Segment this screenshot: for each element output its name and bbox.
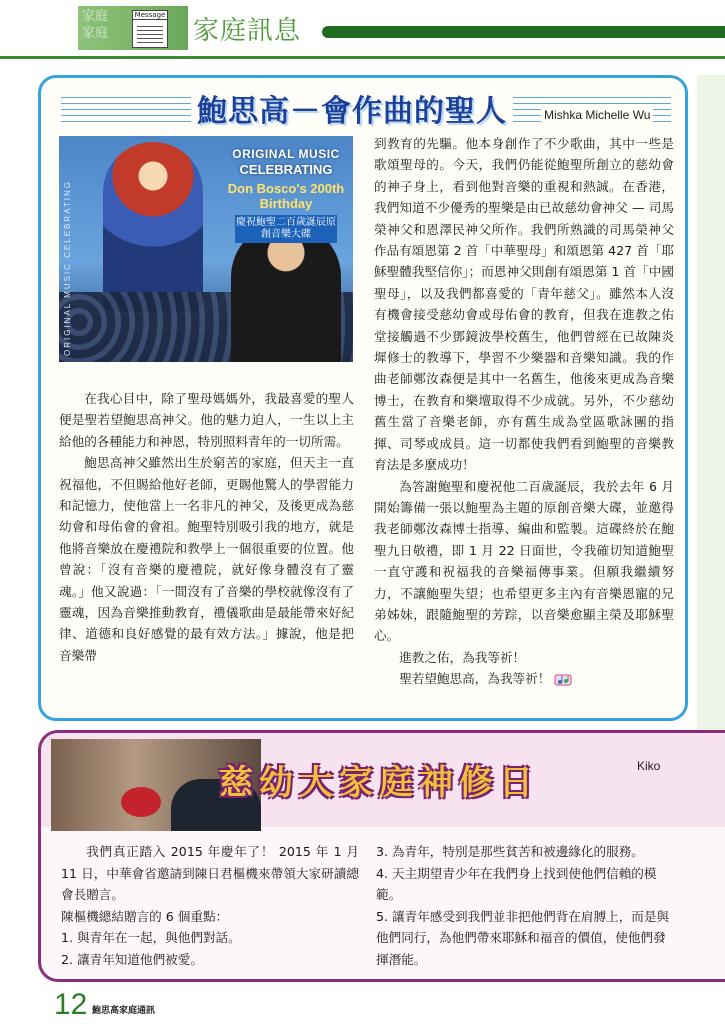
list-heading: 陳樞機總結贈言的 6 個重點： (61, 908, 229, 924)
paragraph-signoff: 聖若望鮑思高，為我等祈！ (374, 668, 674, 689)
paragraph: 為答謝鮑聖和慶祝他二百歲誕辰，我於去年 6 月開始籌備一張以鮑聖為主題的原創音樂大碟，並邀得我老師鄭汝森博士指導、編曲和監製。這碟終於在鮑聖九日敬禮，即 1 月 22 日面世，令我確切知道鮑聖一直守護和祝福我的音樂福傳事業。但願我繼續努力，不讓鮑聖失望；也希望更多主內有音樂恩寵的兄弟姊妹，跟隨鮑聖的芳踪，以音樂愈顯主榮及耶穌聖心。 (374, 478, 674, 644)
list-item: 5. 讓青年感受到我們並非把他們背在肩膊上，而是與他們同行，為他們帶來耶穌和福音的價值，使他們發揮潛能。 (376, 908, 670, 967)
list-item: 4. 天主期望青少年在我們身上找到使他們信賴的模範。 (376, 865, 657, 903)
article-retreat-day (38, 730, 725, 982)
paragraph: 進教之佑，為我等祈！ (399, 649, 526, 665)
article-column-right (374, 133, 674, 690)
article-column-left (61, 841, 359, 971)
article-title: 鮑思高－會作曲的聖人 (191, 86, 513, 130)
section-logo (78, 6, 188, 50)
page-header (0, 0, 725, 62)
section-title: 家庭訊息 (193, 16, 302, 46)
article-column-right (376, 841, 676, 971)
paragraph: 在我心目中，除了聖母媽媽外，我最喜愛的聖人便是聖若望鮑思高神父。他的魅力迫人，一生以上主給他的各種能力和神恩，特別照料青年的一切所需。 (59, 391, 354, 449)
paragraph: 到教育的先驅。他本身創作了不少歌曲，其中一些是歌頌聖母的。今天，我們仍能從鮑聖所創立的慈幼會的神子身上，看到他對音樂的重視和熱誠。在香港，我們知道不少優秀的聖樂是由已故慈幼會神父 — 司馬榮神父和恩澤民神父所作。我們所熟識的司馬榮神父作品有頌恩第 2 首「中華聖母」和頌恩第 427 首「耶穌聖體我堅信你」；而恩神父則創有頌恩第 1 首「中國聖母」，以及我們都喜愛的「青年慈父」。雖然本人沒有機會接受慈幼會或母佑會的教育，但我在進教之佑堂接觸過不少鄧鏡波學校舊生，他們曾經在已故陳炎墀修士的教導下，學習不少樂器和音樂知識。我的作曲老師鄭汝森便是其中一名舊生，他後來更成為音樂博士，在教育和樂壇取得不少成就。另外，不少慈幼舊生當了音樂老師，亦有舊生成為堂區歌詠團的指揮、司琴或成員。這一切都使我們看到鮑聖的音樂教育法是多麼成功！ (374, 136, 674, 473)
list-item: 2. 讓青年知道他們被愛。 (61, 951, 203, 967)
logo-ghost-text: 家庭 家庭 (82, 9, 109, 41)
photo-vertical-text: ORIGINAL MUSIC CELEBRATING (63, 179, 72, 356)
list-item: 3. 為青年，特別是那些貧苦和被邊緣化的服務。 (376, 844, 644, 859)
madonna-statue (103, 142, 203, 312)
header-bar (322, 26, 725, 38)
article-author: Mishka Michelle Wu (541, 108, 653, 122)
article-column-left (59, 388, 354, 666)
message-board-icon (132, 10, 168, 48)
paragraph: 我們真正踏入 2015 年慶年了！ 2015 年 1 月 11 日，中華會省邀請到陳日君樞機來帶領大家研讀總會長贈言。 (61, 844, 359, 903)
header-rule (0, 56, 725, 59)
poinsettia (121, 787, 161, 817)
list-item: 1. 與青年在一起，與他們對話。 (61, 930, 241, 946)
paragraph: 鮑思高神父雖然出生於窮苦的家庭，但天主一直祝福他，不但賜給他好老師，更賜他驚人的學習能力和記憶力，使他當上一名非凡的神父，及後更成為慈幼會和母佑會的會祖。鮑聖特別吸引我的地方，就是他將音樂放在慶禮院和教學上一個很重要的位置。他曾說：「沒有音樂的慶禮院，就好像身體沒有了靈魂。」他又說過：「一間沒有了音樂的學校就像沒有了靈魂，因為音樂推動教育，禮儀歌曲是最能帶來好紀律、道德和良好感覺的最有效方法。」據說，他是把音樂帶 (59, 455, 354, 663)
music-notes-icon (554, 673, 572, 687)
article-bosco-composer (38, 75, 688, 721)
side-decoration (697, 75, 725, 730)
article-author: Kiko (637, 759, 661, 773)
album-cover-photo (59, 136, 353, 362)
logo-message-label: Message (134, 11, 166, 19)
album-badge: ORIGINAL MUSIC CELEBRATING Don Bosco's 200th Birthday 慶祝鮑聖二百歲誕辰原創音樂大碟 (227, 148, 345, 272)
page-number: 12 (54, 988, 87, 1022)
article-title: 慈幼大家庭神修日 (219, 763, 539, 803)
publication-name: 鮑思高家庭通訊 (92, 1006, 156, 1016)
